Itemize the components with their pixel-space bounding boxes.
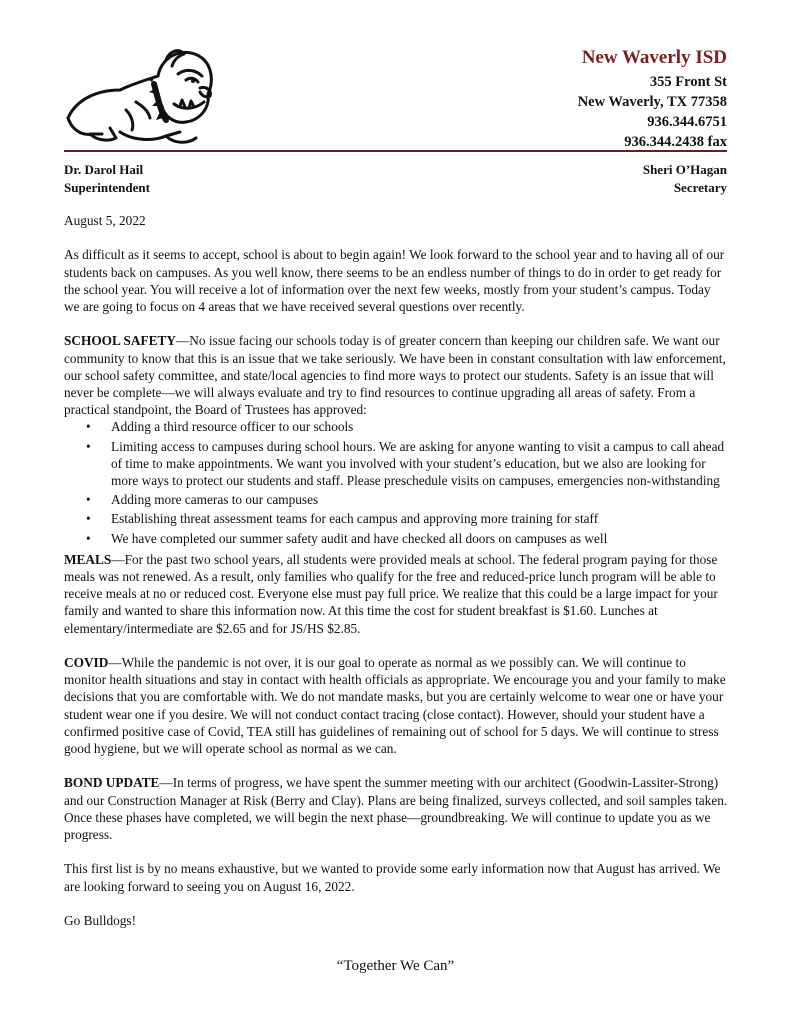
bond-paragraph [64, 774, 728, 843]
signoff: Go Bulldogs! [64, 913, 137, 929]
safety-list [64, 418, 728, 546]
covid-text: —While the pandemic is not over, it is our goal to operate as normal as we possibly can. We will continue to monitor health situations and stay in contact with health officials as appropriate. We encourage you and your family to make decisions that you are comfortable with. We do not mandate masks, but you are certainly welcome to wear one or have your student wear one if you desire. We will not conduct contact tracing (close contact). However, should your student have a confirmed positive case of Covid, TEA still has guidelines of remaining out of school for 5 days. We will continue to stress good hygiene, but we will operate school as normal as we can. [64, 655, 726, 757]
bond-heading: BOND UPDATE [64, 775, 160, 791]
safety-paragraph [64, 332, 728, 418]
intro-paragraph: As difficult as it seems to accept, school is about to begin again! We look forward to the school year and to having all of our students back on campuses. As you well know, there seems to be an endless number of things to do in order to get ready for the school year. You will receive a lot of information over the next few weeks, mostly from your student’s campus. Today we are going to focus on 4 areas that we have received several questions over recently. [64, 247, 725, 314]
safety-heading: SCHOOL SAFETY [64, 333, 176, 349]
list-item: • Establishing threat assessment teams for each campus and approving more training for staff [111, 510, 728, 527]
secretary-title: Secretary [673, 180, 727, 195]
meals-paragraph [64, 551, 728, 637]
bulldog-mascot-icon [62, 40, 222, 152]
letter-date: August 5, 2022 [64, 213, 146, 228]
fax-number: 936.344.2438 fax [624, 134, 727, 150]
list-item: • Limiting access to campuses during school hours. We are asking for anyone wanting to visit a campus to call ahead of time to make appointments. We want you involved with your student’s education, but we also are looking for more ways to protect our students and staff. Please preschedule visits on campuses, emergencies non-withstanding [111, 438, 728, 490]
list-item: • Adding a third resource officer to our schools [111, 418, 728, 435]
secretary-block [643, 161, 727, 197]
covid-paragraph [64, 654, 728, 757]
phone-number: 936.344.6751 [647, 114, 727, 130]
meals-heading: MEALS [64, 551, 112, 567]
bond-text: —In terms of progress, we have spent the summer meeting with our architect (Goodwin-Lassiter-Strong) and our Construction Manager at Risk (Berry and Clay). Plans are being finalized, surveys collected, and soil samples taken. Once these phases have completed, we will begin the next phase—groundbreaking. We will continue to update you as we progress. [64, 775, 728, 843]
secretary-name: Sheri O’Hagan [642, 162, 727, 177]
superintendent-block [64, 161, 150, 197]
letterhead [578, 46, 727, 152]
closing-paragraph: This first list is by no means exhaustive, but we wanted to provide some early information now that August has arrived. We are looking forward to seeing you on August 16, 2022. [64, 861, 721, 894]
footer-motto: “Together We Can” [336, 958, 455, 974]
list-item: • Adding more cameras to our campuses [111, 491, 728, 508]
meals-text: —For the past two school years, all students were provided meals at school. The federal program paying for those meals was not renewed. As a result, only families who qualify for the free and reduced-price lunch program will be able to receive meals at no or reduced cost. Everyone else must pay full price. We realize that this could be a large impact for your family and wanted to share this information now. At this time the cost for student breakfast is $1.60. Lunches at elementary/intermediate are $2.65 and for JS/HS $2.85. [64, 551, 718, 636]
district-name: New Waverly ISD [581, 47, 727, 68]
list-item: • We have completed our summer safety audit and have checked all doors on campuses as well [111, 530, 728, 547]
covid-heading: COVID [64, 655, 109, 671]
superintendent-name: Dr. Darol Hail [64, 162, 144, 177]
superintendent-title: Superintendent [64, 180, 150, 195]
letter-body [64, 212, 728, 946]
header-divider [64, 150, 727, 152]
street-address: 355 Front St [649, 74, 727, 90]
city-state-zip: New Waverly, TX 77358 [577, 94, 727, 110]
safety-text: —No issue facing our schools today is of greater concern than keeping our children safe. We want our community to know that this is an issue that we take seriously. We have been in constant consultation with law enforcement, our school safety committee, and state/local agencies to find more ways to protect our students. Safety is an issue that will never be complete—we will always evaluate and try to find resources to continue upgrading all areas of safety. From a practical standpoint, the Board of Trustees has approved: [64, 333, 726, 418]
